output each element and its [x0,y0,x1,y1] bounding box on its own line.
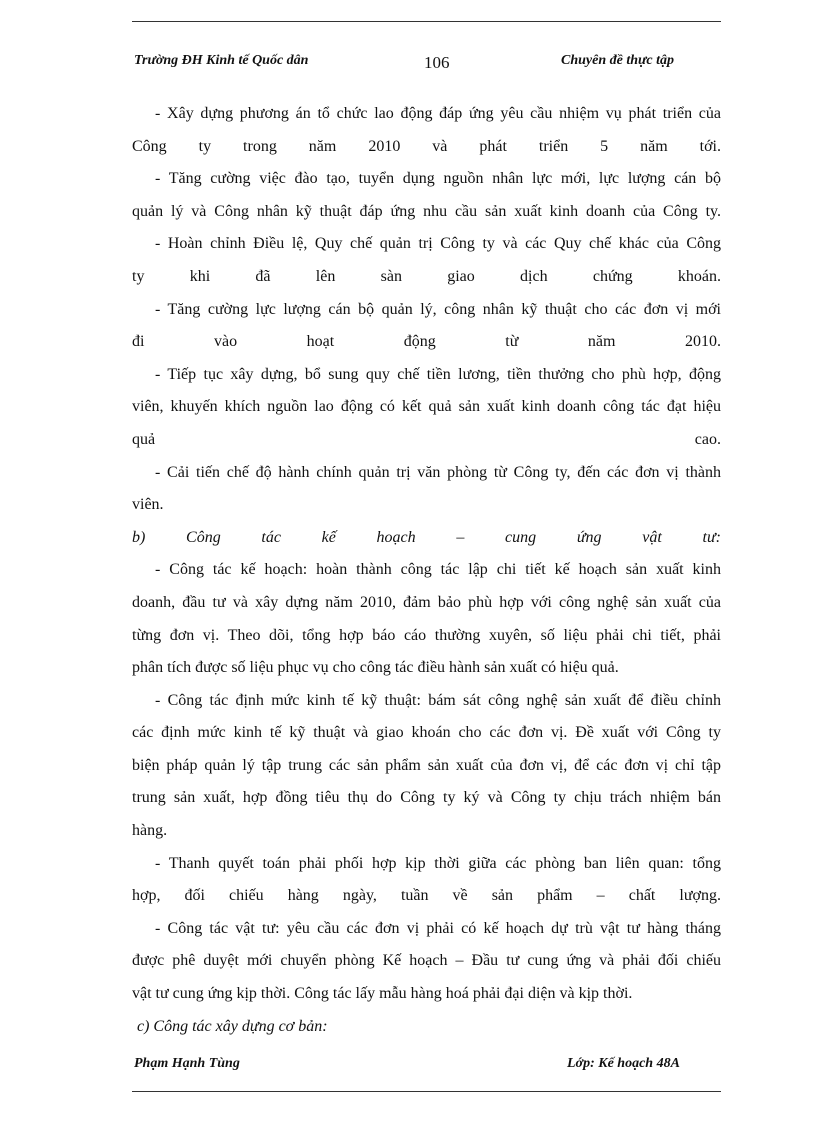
text-line: đi vào hoạt động từ năm 2010. [132,333,721,351]
section-heading-b: b) Công tác kế hoạch – cung ứng vật tư: [132,528,721,546]
text-line: quả cao. [132,430,721,448]
text-line: được phê duyệt mới chuyển phòng Kế hoạch – Đầu tư cung ứng và phải đối chiếu [132,952,721,970]
page-body [132,98,721,1043]
text-line: doanh, đầu tư và xây dựng năm 2010, đảm bảo phù hợp với công nghệ sản xuất của [132,593,721,611]
header-doc-type: Chuyên đề thực tập [561,53,675,68]
text-line: viên, khuyến khích nguồn lao động có kết quả sản xuất kinh doanh công tác đạt hiệu [132,398,721,416]
footer-class: Lớp: Kế hoạch 48A [567,1056,680,1071]
text-line: - Công tác vật tư: yêu cầu các đơn vị phải có kế hoạch dự trù vật tư hàng tháng [155,919,721,937]
text-line: ty khi đã lên sàn giao dịch chứng khoán. [132,267,721,285]
text-line: - Tăng cường việc đào tạo, tuyển dụng nguồn nhân lực mới, lực lượng cán bộ [155,170,721,188]
footer-rule [132,1091,721,1092]
text-line: - Tiếp tục xây dựng, bổ sung quy chế tiền lương, tiền thưởng cho phù hợp, động [155,365,721,383]
text-line: các định mức kinh tế kỹ thuật và giao khoán cho các đơn vị. Đề xuất với Công ty [132,724,721,742]
footer-author: Phạm Hạnh Tùng [134,1056,240,1071]
text-line: viên. [132,496,164,514]
text-line: biện pháp quản lý tập trung các sản phẩm sản xuất của đơn vị, để các đơn vị chỉ tập [132,756,721,774]
header-school: Trường ĐH Kinh tế Quốc dân [134,53,309,68]
text-line: từng đơn vị. Theo dõi, tổng hợp báo cáo thường xuyên, số liệu phải chi tiết, phải [132,626,721,644]
text-line: - Công tác định mức kinh tế kỹ thuật: bám sát công nghệ sản xuất để điều chỉnh [155,691,721,709]
text-line: hàng. [132,822,168,840]
text-line: vật tư cung ứng kịp thời. Công tác lấy mẫu hàng hoá phải đại diện và kịp thời. [132,985,633,1003]
text-line: - Công tác kế hoạch: hoàn thành công tác lập chi tiết kế hoạch sản xuất kinh [155,561,721,579]
text-line: - Thanh quyết toán phải phối hợp kịp thời giữa các phòng ban liên quan: tổng [155,854,721,872]
text-line: quản lý và Công nhân kỹ thuật đáp ứng nhu cầu sản xuất kinh doanh của Công ty. [132,202,721,220]
text-line: - Hoàn chỉnh Điều lệ, Quy chế quản trị Công ty và các Quy chế khác của Công [155,235,721,253]
text-line: - Tăng cường lực lượng cán bộ quản lý, công nhân kỹ thuật cho các đơn vị mới [155,300,721,318]
text-line: - Cải tiến chế độ hành chính quản trị văn phòng từ Công ty, đến các đơn vị thành [155,463,721,481]
text-line: phân tích được số liệu phục vụ cho công tác điều hành sản xuất có hiệu quả. [132,659,619,677]
text-line: trung sản xuất, hợp đồng tiêu thụ do Công ty ký và Công ty chịu trách nhiệm bán [132,789,721,807]
page-number: 106 [424,53,450,72]
text-line: - Xây dựng phương án tổ chức lao động đáp ứng yêu cầu nhiệm vụ phát triển của [155,105,721,122]
section-heading-c: c) Công tác xây dựng cơ bản: [137,1017,328,1035]
text-line: Công ty trong năm 2010 và phát triển 5 năm tới. [132,137,721,155]
text-line: hợp, đối chiếu hàng ngày, tuần về sản phẩm – chất lượng. [132,887,721,905]
header-rule [132,21,721,22]
